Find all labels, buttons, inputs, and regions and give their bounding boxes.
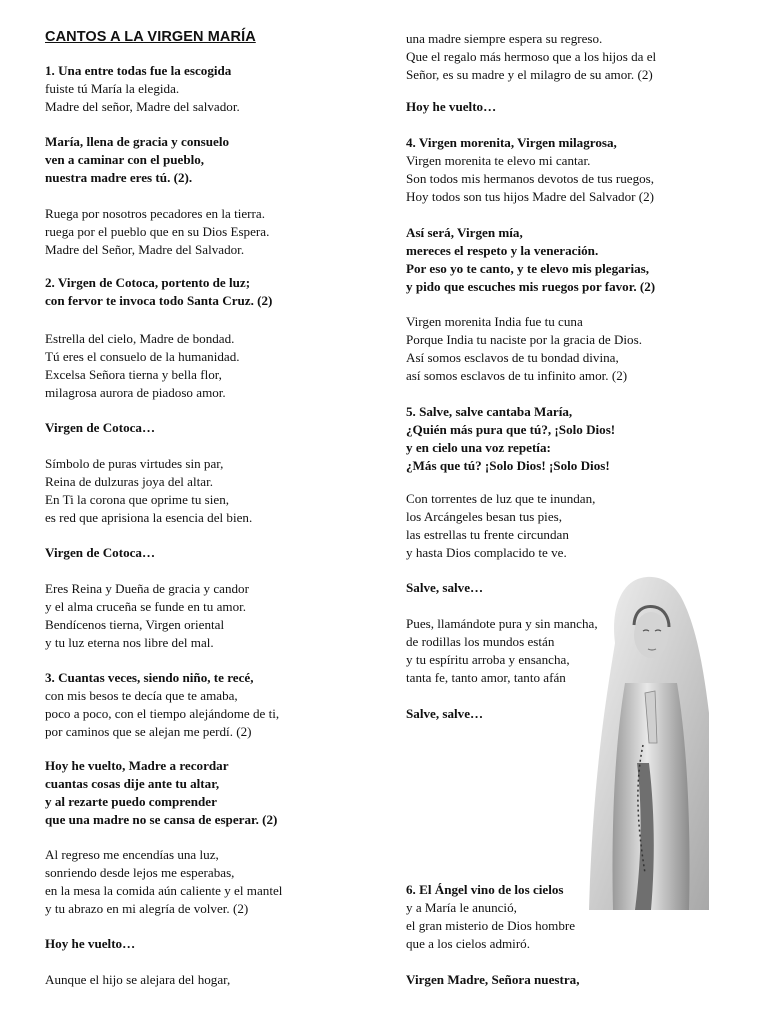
stanza-verse <box>406 615 598 687</box>
stanza-heading <box>406 98 496 116</box>
verse-line: y pido que escuches mis ruegos por favor. (2) <box>406 279 656 294</box>
stanza-verse <box>45 455 252 527</box>
verse-line: Pues, llamándote pura y sin mancha, <box>406 616 598 631</box>
verse-line: y tu espíritu arroba y ensancha, <box>406 652 570 667</box>
page-title: CANTOS A LA VIRGEN MARÍA <box>45 29 256 45</box>
verse-line: es red que aprisiona la esencia del bien. <box>45 510 253 525</box>
stanza-heading <box>45 419 155 437</box>
verse-line: poco a poco, con el tiempo alejándome de ti, <box>45 706 280 721</box>
verse-line: con fervor te invoca todo Santa Cruz. (2) <box>45 293 273 308</box>
verse-line: Ruega por nosotros pecadores en la tierra. <box>45 206 265 221</box>
stanza-heading <box>406 705 483 723</box>
stanza-heading <box>45 62 231 80</box>
stanza-verse <box>45 846 282 918</box>
stanza-verse <box>45 580 249 652</box>
verse-line: 3. Cuantas veces, siendo niño, te recé, <box>45 670 254 685</box>
verse-line: ¿Quién más pura que tú?, ¡Solo Dios! <box>406 422 616 437</box>
verse-line: 5. Salve, salve cantaba María, <box>406 404 573 419</box>
stanza-verse <box>406 899 575 953</box>
verse-line: por caminos que se alejan me perdí. (2) <box>45 724 252 739</box>
virgin-mary-statue-image <box>585 573 709 910</box>
verse-line: Porque India tu naciste por la gracia de Dios. <box>406 332 642 347</box>
verse-line: Reina de dulzuras joya del altar. <box>45 474 213 489</box>
verse-line: Virgen de Cotoca… <box>45 420 156 435</box>
stanza-verse <box>406 30 656 84</box>
stanza-verse <box>45 687 279 741</box>
stanza-heading <box>45 544 155 562</box>
stanza-heading <box>406 881 564 899</box>
verse-line: Salve, salve… <box>406 706 484 721</box>
verse-line: nuestra madre eres tú. (2). <box>45 170 193 185</box>
stanza-heading <box>45 935 135 953</box>
verse-line: y tu luz eterna nos libre del mal. <box>45 635 214 650</box>
verse-line: el gran misterio de Dios hombre <box>406 918 576 933</box>
stanza-verse <box>45 205 269 259</box>
verse-line: milagrosa aurora de piadoso amor. <box>45 385 226 400</box>
stanza-heading <box>45 133 229 187</box>
verse-line: 4. Virgen morenita, Virgen milagrosa, <box>406 135 617 150</box>
verse-line: fuiste tú María la elegida. <box>45 81 180 96</box>
stanza-verse <box>45 971 230 989</box>
stanza-verse <box>406 152 654 206</box>
verse-line: En Ti la corona que oprime tu sien, <box>45 492 230 507</box>
verse-line: que una madre no se cansa de esperar. (2) <box>45 812 278 827</box>
verse-line: ven a caminar con el pueblo, <box>45 152 205 167</box>
verse-line: Tú eres el consuelo de la humanidad. <box>45 349 240 364</box>
verse-line: Virgen de Cotoca… <box>45 545 156 560</box>
stanza-verse <box>406 313 642 385</box>
stanza-heading <box>406 579 483 597</box>
verse-line: y el alma cruceña se funde en tu amor. <box>45 599 247 614</box>
verse-line: Eres Reina y Dueña de gracia y candor <box>45 581 249 596</box>
verse-line: los Arcángeles besan tus pies, <box>406 509 562 524</box>
stanza-heading <box>45 757 277 829</box>
stanza-verse <box>45 330 240 402</box>
verse-line: María, llena de gracia y consuelo <box>45 134 230 149</box>
verse-line: de rodillas los mundos están <box>406 634 555 649</box>
verse-line: en la mesa la comida aún caliente y el mantel <box>45 883 283 898</box>
verse-line: Virgen morenita te elevo mi cantar. <box>406 153 591 168</box>
verse-line: así somos esclavos de tu infinito amor. (2) <box>406 368 628 383</box>
verse-line: Hoy he vuelto… <box>45 936 136 951</box>
verse-line: 1. Una entre todas fue la escogida <box>45 63 232 78</box>
stanza-heading <box>406 971 579 989</box>
verse-line: Que el regalo más hermoso que a los hijos da el <box>406 49 657 64</box>
stanza-verse <box>45 80 240 116</box>
stanza-heading <box>45 274 272 310</box>
verse-line: sonriendo desde lejos me esperabas, <box>45 865 235 880</box>
verse-line: Madre del Señor, Madre del Salvador. <box>45 242 245 257</box>
verse-line: Madre del señor, Madre del salvador. <box>45 99 240 114</box>
verse-line: ruega por el pueblo que en su Dios Espera. <box>45 224 270 239</box>
verse-line: Así será, Virgen mía, <box>406 225 523 240</box>
stanza-heading <box>406 403 615 475</box>
verse-line: y al rezarte puedo comprender <box>45 794 217 809</box>
verse-line: y a María le anunció, <box>406 900 517 915</box>
verse-line: y tu abrazo en mi alegría de volver. (2) <box>45 901 249 916</box>
verse-line: Salve, salve… <box>406 580 484 595</box>
verse-line: Al regreso me encendías una luz, <box>45 847 219 862</box>
verse-line: Hoy he vuelto… <box>406 99 497 114</box>
verse-line: Virgen morenita India fue tu cuna <box>406 314 583 329</box>
verse-line: Bendícenos tierna, Virgen oriental <box>45 617 225 632</box>
verse-line: las estrellas tu frente circundan <box>406 527 569 542</box>
verse-line: que a los cielos admiró. <box>406 936 530 951</box>
verse-line: tanta fe, tanto amor, tanto afán <box>406 670 566 685</box>
verse-line: mereces el respeto y la veneración. <box>406 243 599 258</box>
verse-line: Virgen Madre, Señora nuestra, <box>406 972 580 987</box>
verse-line: Aunque el hijo se alejara del hogar, <box>45 972 231 987</box>
verse-line: y en cielo una voz repetía: <box>406 440 551 455</box>
verse-line: Son todos mis hermanos devotos de tus ruegos, <box>406 171 655 186</box>
verse-line: Hoy todos son tus hijos Madre del Salvador (2) <box>406 189 655 204</box>
verse-line: ¿Más que tú? ¡Solo Dios! ¡Solo Dios! <box>406 458 610 473</box>
verse-line: una madre siempre espera su regreso. <box>406 31 603 46</box>
stanza-heading <box>45 669 254 687</box>
stanza-heading <box>406 224 655 296</box>
verse-line: Así somos esclavos de tu bondad divina, <box>406 350 619 365</box>
verse-line: Con torrentes de luz que te inundan, <box>406 491 596 506</box>
verse-line: cuantas cosas dije ante tu altar, <box>45 776 220 791</box>
verse-line: 6. El Ángel vino de los cielos <box>406 882 564 897</box>
verse-line: y hasta Dios complacido te ve. <box>406 545 567 560</box>
verse-line: Señor, es su madre y el milagro de su amor. (2) <box>406 67 653 82</box>
verse-line: Por eso yo te canto, y te elevo mis plegarias, <box>406 261 650 276</box>
verse-line: Excelsa Señora tierna y bella flor, <box>45 367 222 382</box>
verse-line: 2. Virgen de Cotoca, portento de luz; <box>45 275 251 290</box>
verse-line: Estrella del cielo, Madre de bondad. <box>45 331 235 346</box>
stanza-heading <box>406 134 617 152</box>
verse-line: con mis besos te decía que te amaba, <box>45 688 238 703</box>
verse-line: Hoy he vuelto, Madre a recordar <box>45 758 229 773</box>
verse-line: Símbolo de puras virtudes sin par, <box>45 456 224 471</box>
stanza-verse <box>406 490 595 562</box>
